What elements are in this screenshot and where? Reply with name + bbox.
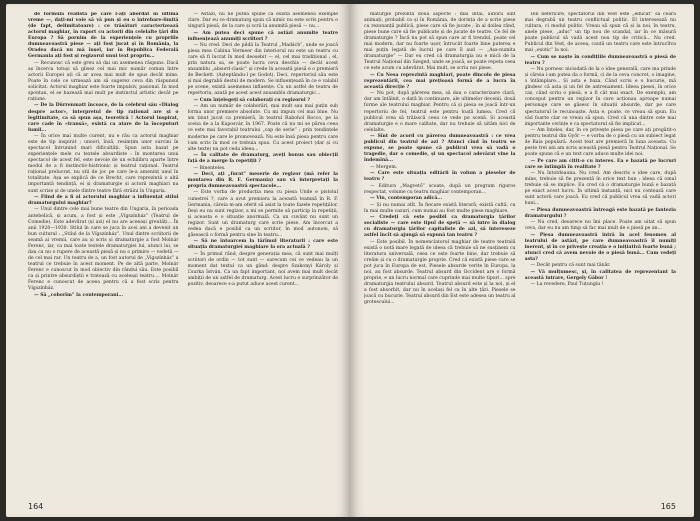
interview-answer: — Nu pornesc niciodată de la o idee generală, care ma prinde și căreia i-am putea da o formă, ci de la ceva concret, o imagine, o întâmplare... Și asta e baza. Când scriu e o bucurie, mă gîndesc că asta și un fel de antrenament. Ideea piesei, în orice caz, când scriu o piesă, e a fi cât mai exact. De exemplu, am conceput pentru un regizor în care acționau aproape numai personaje care se găsesc în situații absurde, dar pe care spectatorul le recunoaște. Asta e, poate, ce vreau să spun. Eu văd foarte clar ce vreau să spun. Cred că una dintre cele mai importante cerințe e ca spectatorul să fie implicat... — [524, 67, 676, 127]
interview-question: — Sînt de acord cu părerea dumneavoastră : ce vrea publicul din teatrul de azi ? Atunci cînd în teatru se expune, se poate spune că publicul vrea să vadă o tragedie, dar o comedie, și un spectacol adevărat vine la îndemînă... — [364, 134, 516, 164]
interview-question: — Pe care am citit-o cu interes. Ea e bazată pe lucruri care se întîmplă în realitate ? — [524, 158, 676, 170]
interview-question: — Să „coborîm” la contemporani... — [34, 292, 124, 298]
left-page-column-1 — [28, 12, 179, 495]
right-page — [350, 4, 694, 517]
interview-answer: — Nu pot, după părerea mea, să dau o caracterizare clară, dar am întâlnit, o dată în continuare, ale ultimelor decenii, două forme ale teatrului maghiar. Pentru că și piesa se joacă într-un repertoriu de fel, teatrul este pentru toată lumea. Cred că publicul vrea să trăiască ceea ce vede pe scenă. Și această dramaturgie e o mare calitate, dar nu trebuie să uităm nici de celelalte. — [364, 91, 516, 133]
interview-question: — Deci, ați „furat” meserie de regizor (mă refer la montarea din R. F. Germania) sau vă interpretați la propria dumneavoastră spectacole... — [187, 171, 338, 190]
interview-question: — Cu Nesa reprezintă maghiari, poate dincolo de piesa reprezentării, cea mai prețioasă formă de a lucra în această direcție ? — [364, 72, 516, 90]
interview-answer: — Nu întotdeauna. Nu cred. Am descris o idee care, după mine, trebuie să fie prezentă în orice text bun : ideea că omul trebuie să se implice. Eu cred că o dramaturgie bună e bazată pe exact acest lucru. În ultimă instanță, nici nu contează care sunt actorii care joacă. Eu cred că publicul vrea să vadă actori buni... — [524, 171, 676, 207]
interview-answer: — Nu cred. Deci de pildă la Teatrul „Madách”, unde se joacă piesa mea Cabina Vermeer din interiorul nu este un teatru cu care să fi lucrat în mod deosebit — el, cel mai tradițional ; el, prin natura sa, se poate lucra ceva deschis — decât acest ansamblu „absurd-clasic” și crede în această piesă e o premieră de Beckett. (Așteptându-l pe Godot). Deci, repertoriul său este și mai degrabă destul de modern. Se influențează în ce e valabil pe scene, există asemenea influențe. Cu un astfel de teatru de repertoriu, axată pe acest acest ansamblu dramaturgic... — [187, 43, 338, 97]
interview-answer: — În primul rând, despre generația mea, că sunt mai mulți scriitori de ordin — tot sunt — oarecum cei ce vedeau la un moment dat textul ca un gând: despre Szakonyi Károly și Csurka István. Ca un fapt important, noi avem mai mult decât ambiții de un astfel de dramaturg. Acest lucru e surprinzător de pozitiv, deoarece s-a putut aduce acest curent... — [187, 251, 338, 287]
page-number-left: 164 — [28, 502, 44, 511]
left-page-column-2 — [188, 12, 339, 495]
interview-answer: — Am înțeles, dar, în ce privește piesa pe care ați pregătit-o pentru teatrul din Győr — e vorba de o piesă cu un subiect legat de Baia populară. Acest text are premieră în luna aceasta. Cu peste trei ani am scris această piesă pentru Teatrul Național. Se poate spune că e un text care aduce multe idei noi. — [524, 128, 676, 158]
interview-question: — Vă mulțumesc, și, în calitatea de reprezentant la această intrare, Gergely Gábor ! — [524, 269, 676, 281]
magazine-spread — [6, 4, 694, 517]
interview-answer: Din nefericire, spectatorul din Vest este „educat” să ceară mai degrabă un teatru conflictual politic. El interesează nu cultura, ci modul politic. Vreau să spun că și la noi, în teatru, unele piese, „aduc” un tip nou de scandal, iar în ce măsură poate publicul să vadă acest nou tip de critică... Nu cred. Publicul din Vest, de aceea, caută un teatru care este întrucîtva mai „exotic” la noi. — [524, 12, 676, 54]
interview-answer: — La revedere, Paul Tuțungiu ! — [530, 282, 604, 288]
interview-question: — De la Dürrenmatt încoace, de la celebrul său «Dialog despre actor», interpretul de tip rațional are și o legitimitate, ca să spun așa, teoretică ! Actorul inspirat, care cade în «transă», există ca atare de la începuturi lumii... — [28, 103, 179, 133]
page-number-right: 165 — [660, 502, 676, 511]
interview-question: de formulă realistă pe care l-ați abordat în ultima vreme —, dați-mi voie să vă pun și eu o întrebare-limită (de fapt, delimitatoare) : ce trăsături caracterizează actorul maghiar, în raport cu actorii din celelalte țări din Europa ? Să pornim de la experiențele cu propriile dumneavoastră piese — ați fost jucat și în România, la Oradea dacă nu mă înșel, iar în Republica Federală Germania ați fost și regizorul unui text propriu... — [28, 12, 179, 60]
interview-answer: maturgie prezintă două aspecte : mai întâi, autorii sînt animați, probabil ca și în România, de dorința de a scrie piese cu rezonanță publică, piese care să fie jucate ; în al doilea rând, piese bune care să fie publicate și de jucate de teatre. Ce fel de dramaturgie ? Încă nu pot să spun care ar fi trendul, poate cel mai modern, dar nu foarte ușor, întrucât foarte bine puterea e mai puțin legată de lucrul pe care îl aud — „Așa-numita dramaturgie” — Dar eu cred că dramaturgia nu e mică de la Teatrul Național din Szeged, unde se joacă, se poate repeta ceea ce este acum cu adevărat. Mai mult, se scriu noi piese. — [364, 12, 516, 72]
interview-answer: — Editura „Magvető” scoate, după un program riguros respectat, volume cu teatru maghiar contemporan... — [364, 183, 516, 195]
interview-question: — Piesa dumneavoastră intră în acel fenomen al teatrului de astăzi, pe care dumneavoastră îl numiți inerent, și în ce privește creația e o inițiativă foarte bună ; atunci cred că avem nevoie de o piesă bună... Cum vedeți asta? — [524, 232, 676, 262]
interview-answer: — Decât pentru că sunt mai tânăr. — [530, 263, 611, 269]
interview-answer: — Mergem. — [370, 164, 398, 170]
interview-answer: — Este posibil. În nomenclatorul maghiar de teatre teatrală există o notă mare legată de ideea că trebuie să ne susținem cu literatura universală, ceea ce este foarte bine, dar trebuie să creăm și cu o dramaturgie proprie. Cred că există piese care se pot juca în Europa de est. Piesele absurde verite în Europa, la noi, au fost absurde. Teatrul absurd din Occident are o formă proprie, e un lucru normal care cuprinde mai multe tipuri... spre dramaturgia teatrului absurd. Teatrul absurd este și la noi, și el a fost absorbit, dar nu în același fel ca în alte țări. Piesele se joacă cu bucurie. Teatrul absurd din Est este adesea un teatru al grotescului... — [364, 239, 516, 306]
interview-answer: — Unul dintre cele mai bune teatre din Ungaria, în perioada antebelică, și acum, a fost și este „Vígszínház” (Teatrul de Comedie). Este adevărat (și azi) el nu are aceeași greutăți... În anii 1920—1930. Stilul în care se juca în acei ani a devenit un bun cultural : „Stilul de la Vígszínház”. Unul dintre scriitorii de seamă ai vremii, care au și scris și dramaturgie a fost Molnár Ferenc, iar, ca mai toate textele dramaturgiei lui, atunci lui, se dau ca nu o rupere de această piesă și nu o primire — vedetă — de cel mai rar. Un teatru de a, un fost autorul de „Vígszínház” a teatrul ce trebuie în acest moment. Pe de altă parte, Molnár Ferenc e cunoscut în mod obiectiv din rândul său. Este posibil ca și printre absurdiștii e tratează cu aceleași teatru.... Molnár Ferenc e cunoscut de aceea pentru că a fost scris pentru Vígszínház. — [28, 207, 179, 292]
interview-question: — Piesa dumneavoastră întreagă este bazată pe fantezia dramaturgului ? — [524, 207, 676, 219]
interview-question: — Credeți că este posibil ca dramaturgia țărilor socialiste — care este tipul de speță — să intre în dialog cu dramaturgia țărilor capitaliste de azi, să intereseze astfel încît să ajungă să expună tan teatru ? — [364, 215, 516, 239]
interview-question: — Vin, contemporan adică... — [370, 196, 443, 202]
interview-answer: — Este vorba de producția mea cu piesa Unde e pistolul cumetrei ?, care a avut premiera la această toamnă în R. F. Germania, căreia m-am oferit să asist la toate fazele repetițiilor. Deși eu nu sunt regizor, a mi se permite să particip la repetiții, și aceasta e o situație anormală. Ca un cuvânt nu sunt un regizor. Sunt un dramaturg care scrie piese. Am încercat a vedea dacă e posibil ca un scriitor, în mod autonom, să găsească o formă pentru sine în teatru... — [187, 190, 338, 238]
right-page-column-1 — [364, 12, 516, 495]
interview-answer: — Astăzi, nu ne putea spune că există asemenea exemple clare. Dar eu ce dramaturg spun că nimic nu este scris pentru o singură piesă, de la care și scrii la anumită piesă — nu... — [187, 12, 338, 30]
interview-question: — Cum înțelegeți să colaborați cu regizorul ? — [193, 97, 310, 103]
interview-question: — Fiind de a fi al actorului maghiar a influențat stilul dramaturgului maghiar? — [28, 194, 179, 207]
interview-question: — Care este situația editării în volum a pieselor de teatru ? — [364, 171, 516, 183]
right-page-column-2 — [525, 12, 677, 495]
interview-question: — În calitate de dramaturg, aveți bonus sau obiecții față de a merge la repetiții ? — [187, 153, 338, 165]
interview-answer: — Și nu numai atît. În fiecare există literară, există cultă, cu în mai multe cazuri, cum numai au fost multe piese maghiare. — [364, 202, 516, 214]
interview-answer: — Nu cred, deoarece nu îmi place. Poate am uitat să spun ceva, dar eu nu am timp să fac mai mult de o piesă pe an... — [524, 220, 676, 232]
interview-question: — Am putea deci spune că astăzi anumite teatre influențează anumiți scriitori ? — [187, 30, 338, 42]
interview-answer: — Recunosc că este greu să dai un asemenea răspuns. Dacă aș încerca totuși să glisez cel mai mic număr comun între actorii Europei ați că ar avea mai mult de spus decât mine. Poate în cele ce urmează am să sugerez ceva din răspunsul solicitat. Actorul maghiar este foarte impulsiv, pasional. În mod spontan, el se bazează mai mult pe instinctul artistic decât pe rațiune. — [28, 60, 179, 103]
interview-question: — Să ne întoarcem la tărîmul literaturii : care este situația dramaturgiei maghiare la ora actuală ? — [187, 239, 338, 251]
interview-answer: — În orice mai multe curent, nu e rău ca actorul maghiar este de tip inspirat ; unoori, însă, resimțim unor surcini în spectacol întrunind mari dificultăți. Spun asta bazat pe experiențele mele cu textele absurdiste : în montarea unui spectacol de acest fel, este nevoie de un echilibru aparte între modul de a fi instinctiv-histrionic și teatrul rațional. Teatrul rațional prelucrat, nu știi de joc pe care le-a ameninț unul în totalitate. Așa se explică de ce Brecht, care reprezintă o altă importantă tendință, ei și dramaturgie și actorii maghiari nu sunt scrise și de unele dintre teatre fără străini în Ungaria. — [28, 134, 179, 194]
left-page — [6, 4, 350, 517]
interview-answer: — Am un număr de colaborări, mai mult sau mai puțin sub forma unor premiere absolute. Cu mi impun cel mai bine. Nu am ținut jucat ca premieră, în teatrul Rabohol Rocco, pe la scena de a la Kaposvár, în 1967. Poate că nu mi se părea ceea ce este mai favorabil teatrului „cap de serie” ; prin tendințele moderne pe care le promovează. Nu este însă piesa pentru care l-am scris în mod ce trebuia spus. Cu acest proiect (dar și cu alte texte) nu pot ceda ideea... — [187, 104, 338, 152]
interview-question: — Cum se naște în condițiile dumneavoastră o piesă de teatru ? — [524, 54, 676, 66]
interview-answer: — Binenteles. — [193, 165, 226, 171]
